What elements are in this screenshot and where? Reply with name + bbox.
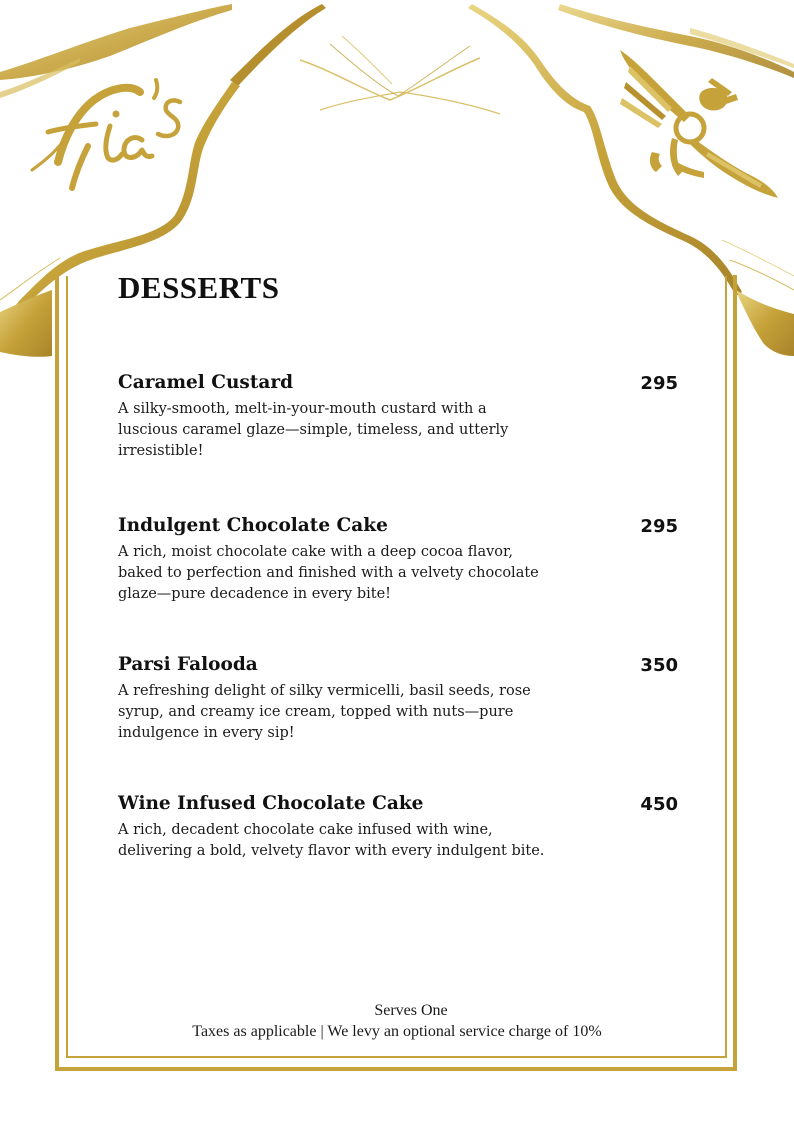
section-title: DESSERTS	[118, 270, 280, 305]
item-price: 295	[640, 516, 678, 537]
item-description: A silky-smooth, melt-in-your-mouth custard with a luscious caramel glaze—simple, timeless, and utterly irresistible!	[118, 401, 509, 459]
taxes-note: Taxes as applicable | We levy an optional service charge of 10%	[192, 1023, 602, 1040]
item-name: Wine Infused Chocolate Cake	[118, 793, 424, 814]
item-price: 295	[640, 373, 678, 394]
item-description: A rich, moist chocolate cake with a deep cocoa flavor, baked to perfection and finished with a velvety chocolate glaze—pure decadence in every bite!	[118, 544, 539, 602]
item-name: Caramel Custard	[118, 372, 294, 393]
footer	[0, 1000, 794, 1042]
menu-item	[118, 514, 683, 605]
serves-note: Serves One	[374, 1002, 448, 1019]
item-price: 450	[640, 794, 678, 815]
item-description: A refreshing delight of silky vermicelli, basil seeds, rose syrup, and creamy ice cream, topped with nuts—pure indulgence in every sip!	[118, 683, 531, 741]
item-description: A rich, decadent chocolate cake infused with wine, delivering a bold, velvety flavor with every indulgent bite.	[118, 822, 545, 859]
menu-item	[118, 792, 683, 862]
item-price: 350	[640, 655, 678, 676]
menu-item	[118, 653, 683, 744]
item-name: Parsi Falooda	[118, 654, 258, 675]
item-name: Indulgent Chocolate Cake	[118, 515, 388, 536]
faravahar-icon	[612, 42, 782, 204]
fias-logo	[18, 62, 193, 197]
menu-item	[118, 371, 683, 462]
